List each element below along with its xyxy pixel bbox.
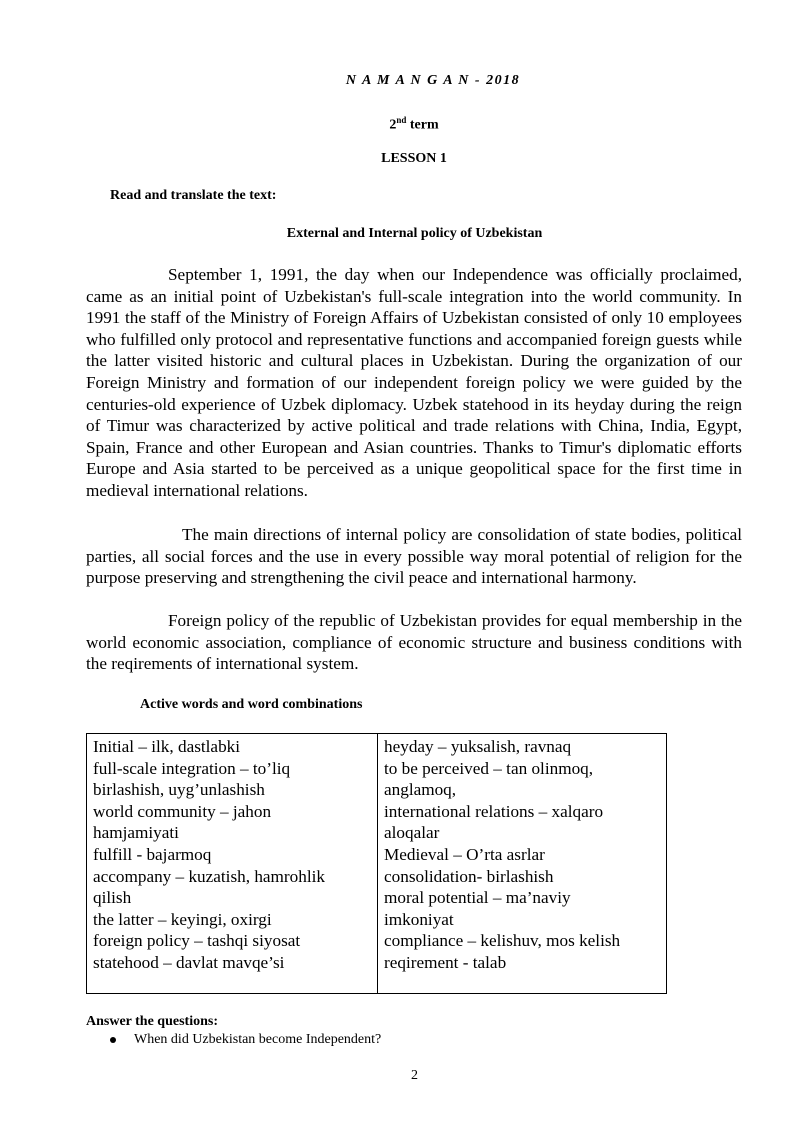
vocab-column-left [87, 734, 378, 993]
lesson-header: LESSON 1 [381, 151, 447, 166]
vocab-line: full-scale integration – to’liq [93, 758, 291, 778]
body-paragraph-3: Foreign policy of the republic of Uzbekistan provides for equal membership in the world economic association, compliance of economic structure and business conditions with the reqirements of international system. [86, 611, 742, 674]
bullet-icon [110, 1037, 116, 1043]
term-number: 2 [389, 117, 397, 133]
city-year-header: N A M A N G A N - 2018 [345, 73, 521, 88]
vocab-line: accompany – kuzatish, hamrohlik [93, 866, 325, 886]
vocab-column-right [378, 734, 666, 993]
instruction-text: Read and translate the text: [110, 188, 277, 203]
vocab-line: moral potential – ma’naviy [384, 888, 571, 908]
questions-heading: Answer the questions: [86, 1014, 218, 1029]
vocab-line: foreign policy – tashqi siyosat [93, 931, 301, 951]
vocab-heading: Active words and word combinations [140, 697, 363, 712]
body-paragraph-2: The main directions of internal policy are consolidation of state bodies, political parties, all social forces and the use in every possible way moral potential of religion for the purpose preserving and strengthening the civil peace and international harmony. [86, 525, 742, 588]
vocab-line: anglamoq, [384, 780, 457, 800]
vocab-line: fulfill - bajarmoq [93, 844, 212, 864]
vocab-table [86, 733, 667, 994]
term-label: term [406, 117, 439, 133]
vocab-line: birlashish, uyg’unlashish [93, 780, 265, 800]
page-number: 2 [411, 1068, 418, 1083]
vocab-line: heyday – yuksalish, ravnaq [384, 737, 572, 756]
question-item [110, 1032, 381, 1048]
vocab-line: imkoniyat [384, 909, 454, 929]
vocab-line: qilish [93, 888, 132, 908]
vocab-line: compliance – kelishuv, mos kelish [384, 931, 621, 951]
term-suffix: nd [396, 115, 407, 125]
vocab-line: consolidation- birlashish [384, 866, 554, 886]
vocab-line: world community – jahon [93, 801, 272, 821]
vocab-line: Medieval – O’rta asrlar [384, 844, 545, 864]
question-text: When did Uzbekistan become Independent? [134, 1032, 382, 1047]
vocab-line: aloqalar [384, 823, 440, 843]
text-title: External and Internal policy of Uzbekistan [286, 226, 543, 241]
term-header [14, 115, 800, 134]
vocab-line: international relations – xalqaro [384, 801, 604, 821]
vocab-line: Initial – ilk, dastlabki [93, 737, 241, 756]
vocab-line: statehood – davlat mavqe’si [93, 952, 285, 972]
vocab-line: the latter – keyingi, oxirgi [93, 909, 272, 929]
vocab-line: reqirement - talab [384, 952, 507, 972]
body-paragraph-1: September 1, 1991, the day when our Independence was officially proclaimed, came as an initial point of Uzbekistan's full-scale integration into the world community. In 1991 the staff of the Ministry of Foreign Affairs of Uzbekistan consisted of only 10 employees who fulfilled only protocol and representative functions and accompanied foreign guests while the latter visited historic and cultural places in Uzbekistan. During the organization of our Foreign Ministry and formation of our independent foreign policy we were guided by the centuries-old experience of Uzbek diplomacy. Uzbek statehood in its heyday during the reign of Timur was characterized by active political and trade relations with China, India, Egypt, Spain, France and other European and Asian countries. Thanks to Timur's diplomatic efforts Europe and Asia started to be perceived as a unique geopolitical space for the first time in medieval international relations. [86, 265, 742, 500]
vocab-line: to be perceived – tan olinmoq, [384, 758, 594, 778]
vocab-line: hamjamiyati [93, 823, 179, 843]
